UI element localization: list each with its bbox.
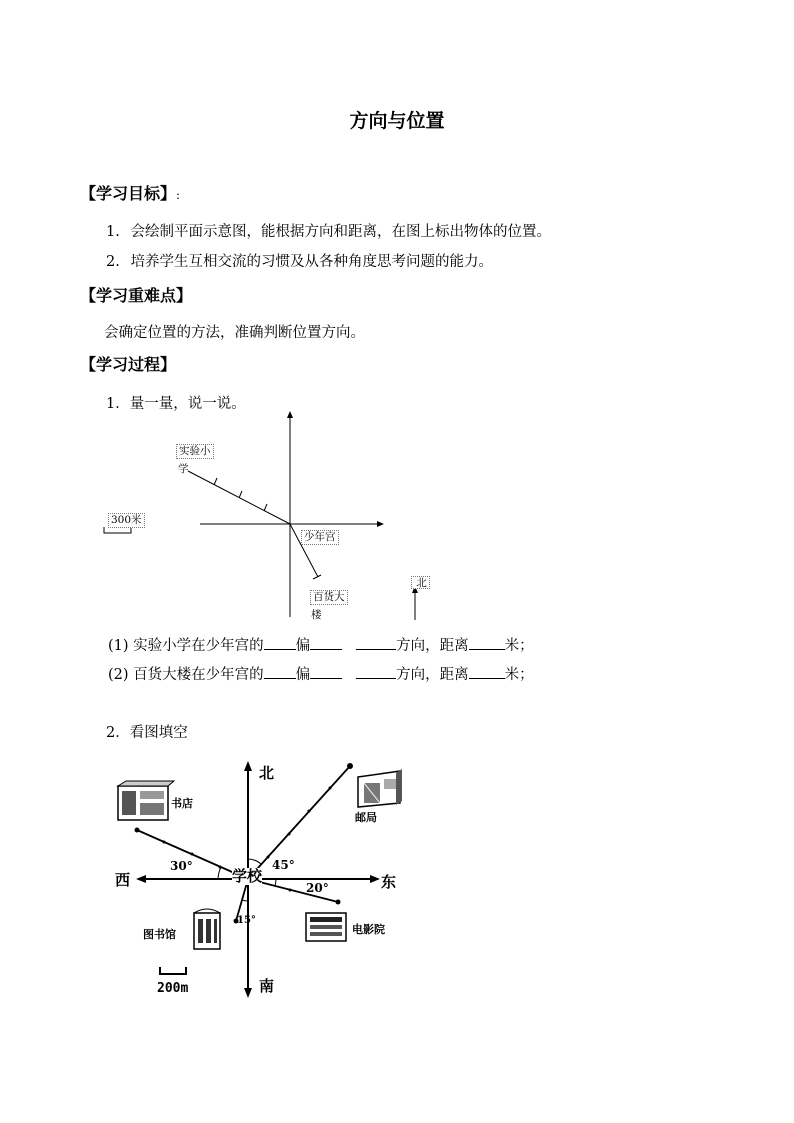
palace-label: 少年宫 — [301, 530, 339, 545]
q2-title: 2．看图填空 — [106, 725, 188, 741]
post-office-icon — [358, 769, 402, 807]
cinema-label: 电影院 — [352, 923, 385, 936]
q1-blank-2 — [108, 663, 534, 684]
east-arrowhead — [377, 521, 384, 527]
angle-arc-ne — [248, 859, 261, 864]
blank-dir: 方向，距离 — [396, 667, 469, 683]
south-label: 南 — [259, 977, 275, 995]
school-label-line1: 实验小 — [176, 444, 214, 459]
keypoints-heading: 【学习重难点】 — [80, 286, 193, 305]
process-heading: 【学习过程】 — [80, 355, 177, 374]
objectives-heading — [80, 181, 180, 204]
blank-mid: 偏 — [295, 638, 311, 654]
answer-blank[interactable] — [310, 635, 342, 650]
bookstore-label: 书店 — [171, 797, 193, 810]
answer-blank[interactable] — [264, 664, 296, 679]
north-label: 北 — [259, 764, 275, 782]
blank-unit: 米； — [504, 667, 534, 683]
cinema-point — [336, 900, 341, 905]
objective-item-1 — [106, 220, 551, 241]
objectives-heading-suffix: : — [176, 188, 181, 202]
bookstore-icon — [118, 781, 174, 820]
west-arrowhead — [136, 875, 146, 883]
library-icon — [194, 909, 220, 949]
library-label: 图书馆 — [143, 928, 176, 941]
blank-prefix: (1) 实验小学在少年宫的 — [108, 638, 264, 654]
q1-title: 1．量一量，说一说。 — [106, 396, 246, 412]
angle-south-label: 15° — [237, 915, 256, 926]
tick-mark — [239, 491, 242, 498]
tick-dot — [163, 841, 166, 844]
scale-label: 200m — [157, 981, 189, 996]
cinema-icon — [306, 913, 346, 941]
objective-text: 会绘制平面示意图，能根据方向和距离，在图上标出物体的位置。 — [130, 224, 551, 240]
answer-blank[interactable] — [469, 635, 505, 650]
page-title: 方向与位置 — [349, 110, 445, 132]
scale-label: 300米 — [108, 513, 145, 528]
blank-mid: 偏 — [295, 667, 311, 683]
north-indicator-label: 北 — [411, 576, 430, 589]
north-arrowhead — [287, 411, 293, 418]
bookstore-point — [135, 828, 140, 833]
blank-prefix: (2) 百货大楼在少年宫的 — [108, 667, 264, 683]
tick-dot — [191, 853, 194, 856]
east-arrowhead — [370, 875, 380, 883]
objective-number: 1. — [106, 224, 120, 240]
answer-blank[interactable] — [356, 664, 396, 679]
blank-dir: 方向，距离 — [396, 638, 469, 654]
keypoints-text: 会确定位置的方法，准确判断位置方向。 — [104, 325, 365, 341]
blank-unit: 米； — [504, 638, 534, 654]
tick-mark — [264, 504, 267, 511]
tick-dot — [308, 810, 311, 813]
school-center-label: 学校 — [232, 867, 263, 885]
objective-text: 培养学生互相交流的习惯及从各种角度思考问题的能力。 — [130, 254, 493, 270]
tick-dot — [288, 833, 291, 836]
objective-number: 2. — [106, 254, 120, 270]
post-office-label: 邮局 — [355, 811, 377, 824]
scale-bar — [160, 967, 186, 974]
store-label-line2: 楼 — [311, 609, 322, 621]
answer-blank[interactable] — [264, 635, 296, 650]
store-label-line1: 百货大 — [310, 590, 348, 605]
school-label-line2: 学 — [178, 463, 189, 475]
tick-dot — [289, 889, 292, 892]
q1-blank-1 — [108, 634, 534, 655]
angle-ne-label: 45° — [272, 858, 295, 872]
angle-arc-east — [275, 879, 276, 886]
west-label: 西 — [115, 871, 131, 889]
angle-west-label: 30° — [170, 859, 193, 873]
north-arrowhead — [244, 761, 252, 771]
objective-item-2 — [106, 250, 493, 271]
post-office-point — [347, 763, 353, 769]
angle-arc-west — [218, 867, 221, 879]
angle-east-label: 20° — [306, 881, 329, 895]
answer-blank[interactable] — [469, 664, 505, 679]
answer-blank[interactable] — [310, 664, 342, 679]
q1-diagram — [100, 405, 440, 625]
tick-dot — [267, 856, 270, 859]
tick-mark — [214, 478, 217, 485]
east-label: 东 — [381, 873, 397, 891]
south-arrowhead — [244, 988, 252, 998]
tick-dot — [329, 787, 332, 790]
objectives-heading-text: 【学习目标】 — [80, 184, 177, 203]
answer-blank[interactable] — [356, 635, 396, 650]
